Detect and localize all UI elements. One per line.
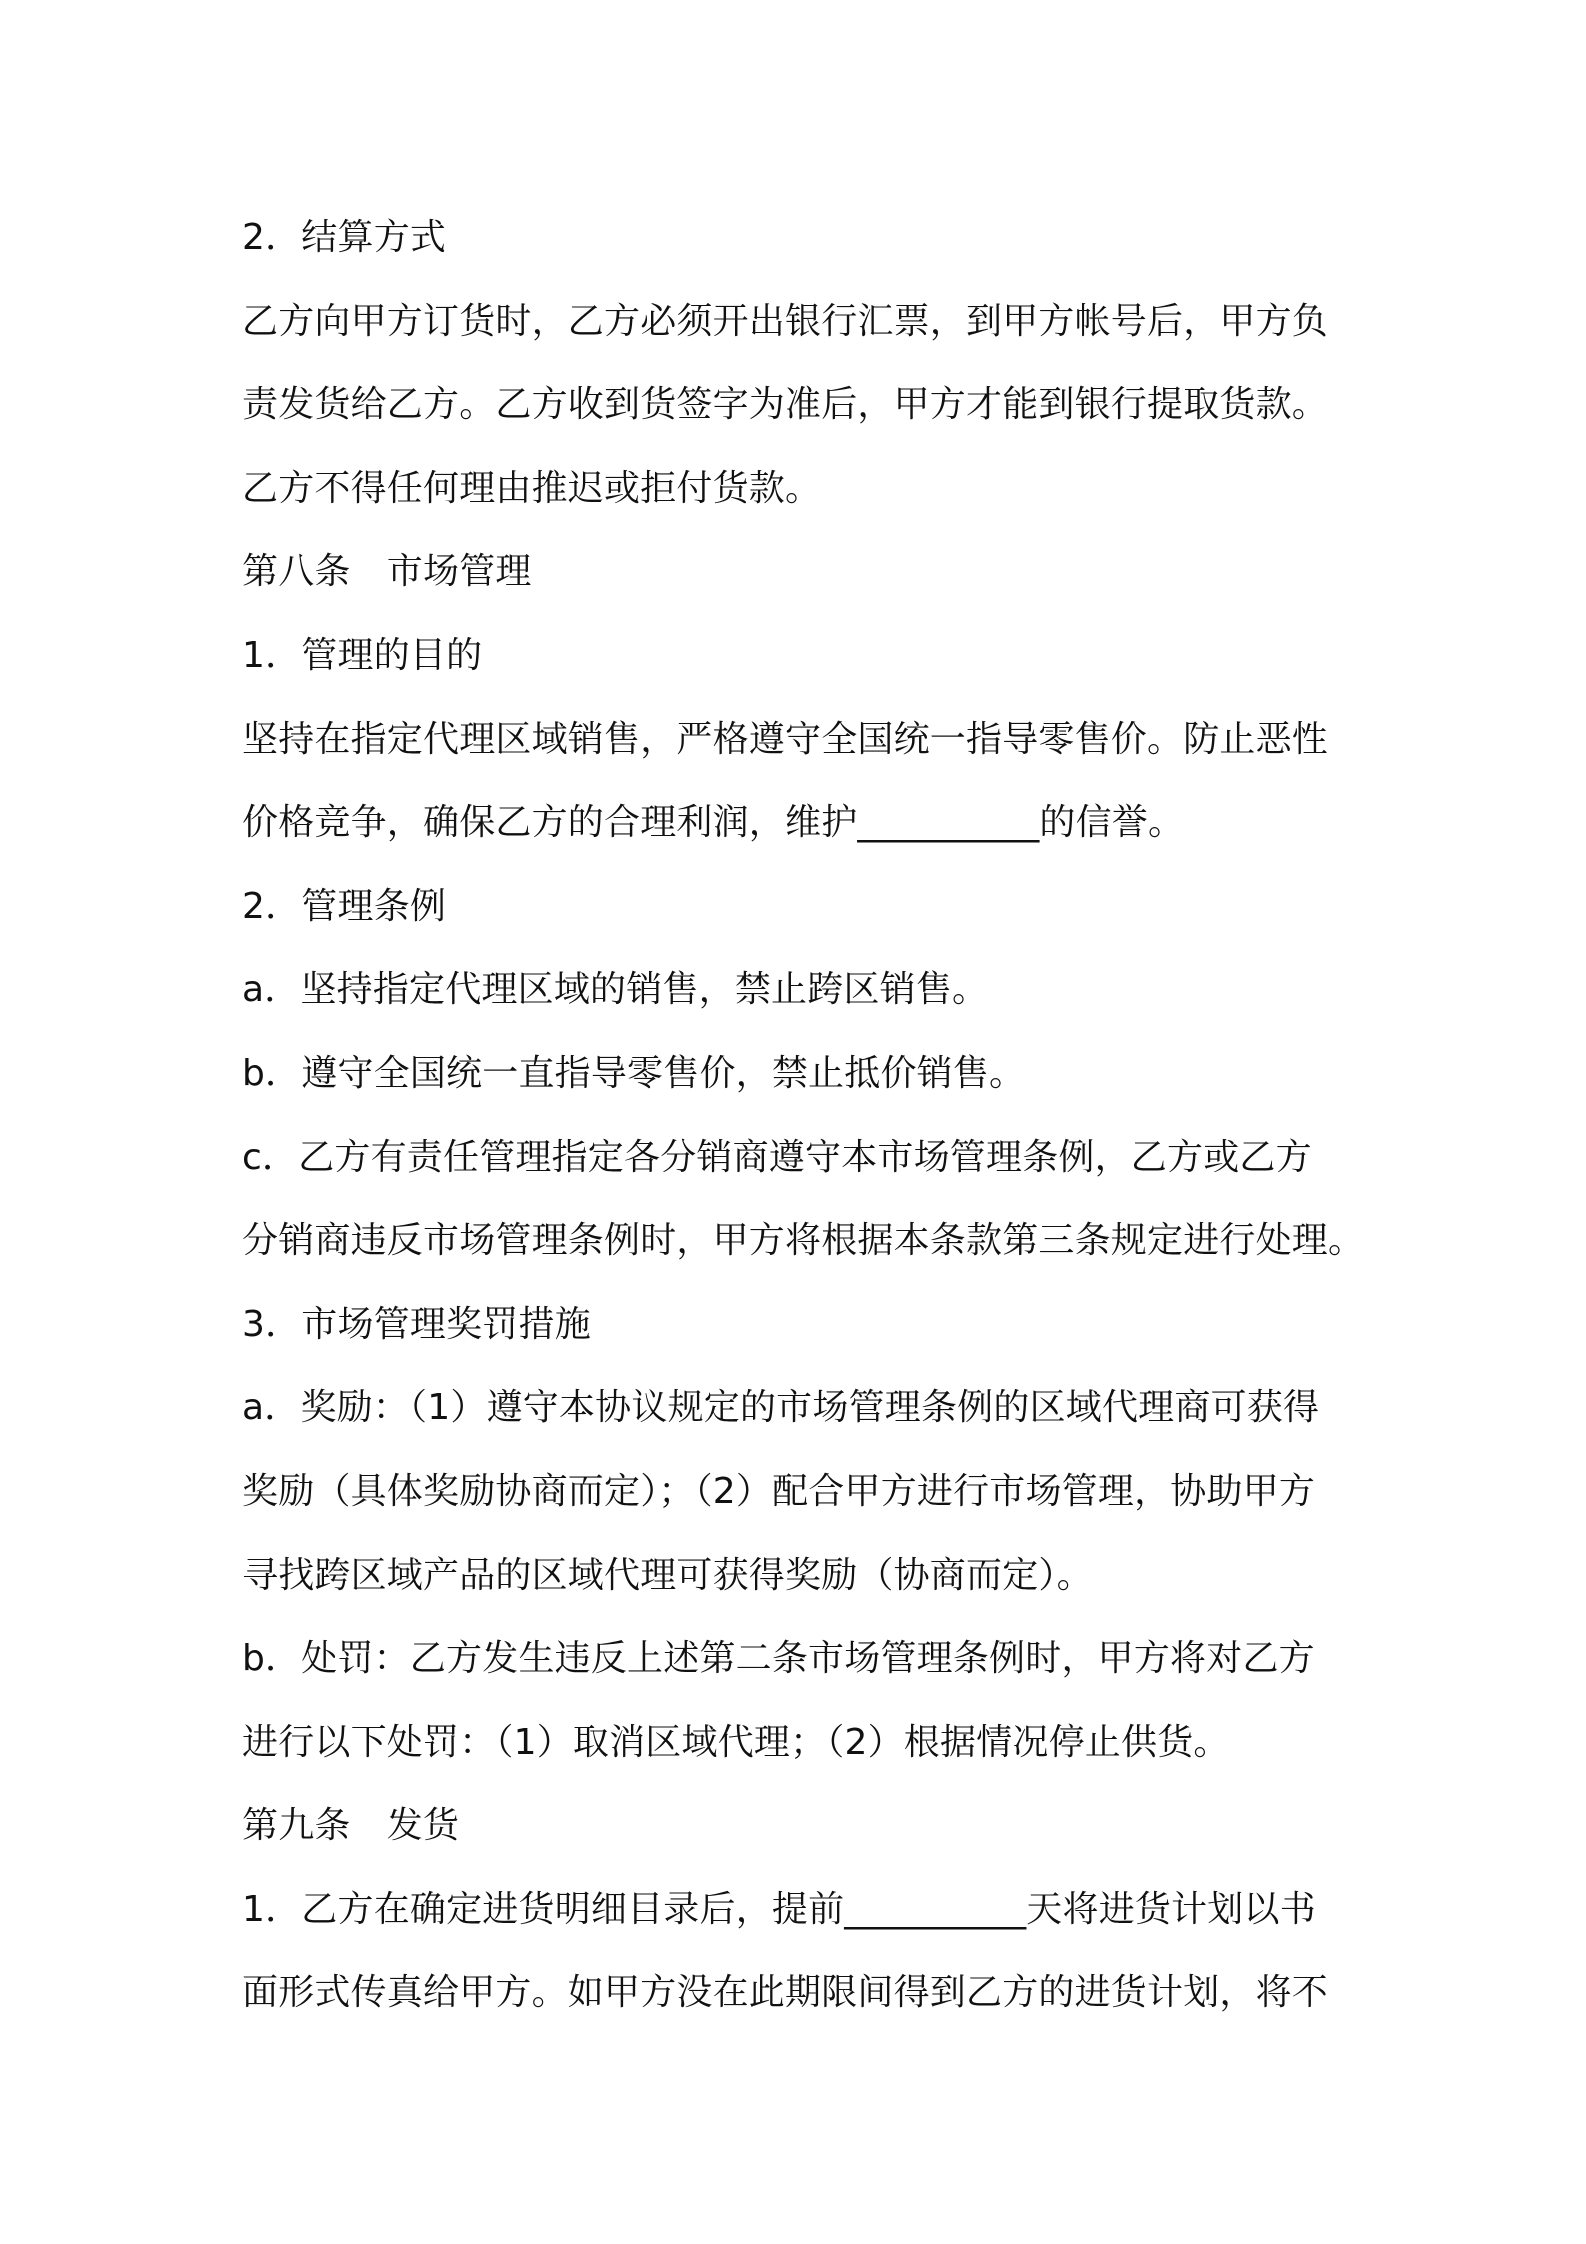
paragraph-line: 分销商违反市场管理条例时，甲方将根据本条款第三条规定进行处理。 <box>242 1220 1365 1262</box>
paragraph-line: 责发货给乙方。乙方收到货签字为准后，甲方才能到银行提取货款。 <box>242 384 1329 426</box>
paragraph-line: 价格竞争，确保乙方的合理利润，维护__________的信誉。 <box>242 802 1185 844</box>
list-item: c．乙方有责任管理指定各分销商遵守本市场管理条例，乙方或乙方 <box>242 1136 1312 1178</box>
paragraph-line: 奖励（具体奖励协商而定）；（2）配合甲方进行市场管理，协助甲方 <box>242 1470 1316 1512</box>
list-item: b．遵守全国统一直指导零售价，禁止抵价销售。 <box>242 1052 1026 1094</box>
section-heading-rewards-penalties: 3．市场管理奖罚措施 <box>242 1303 591 1345</box>
paragraph-line: 面形式传真给甲方。如甲方没在此期限间得到乙方的进货计划，将不 <box>242 1972 1329 2014</box>
article-heading-market-management: 第八条 市场管理 <box>242 551 532 593</box>
section-heading-management-purpose: 1．管理的目的 <box>242 634 483 676</box>
paragraph-line: 乙方不得任何理由推迟或拒付货款。 <box>242 467 822 509</box>
paragraph-line: 乙方向甲方订货时，乙方必须开出银行汇票，到甲方帐号后，甲方负 <box>242 300 1329 342</box>
article-heading-delivery: 第九条 发货 <box>242 1805 460 1847</box>
list-item: 1．乙方在确定进货明细目录后，提前__________天将进货计划以书 <box>242 1888 1316 1930</box>
list-item: a．奖励：（1）遵守本协议规定的市场管理条例的区域代理商可获得 <box>242 1387 1320 1429</box>
list-item: a．坚持指定代理区域的销售，禁止跨区销售。 <box>242 969 989 1011</box>
section-heading-management-rules: 2．管理条例 <box>242 885 447 927</box>
list-item: b．处罚：乙方发生违反上述第二条市场管理条例时，甲方将对乙方 <box>242 1638 1315 1680</box>
paragraph-line: 寻找跨区域产品的区域代理可获得奖励（协商而定）。 <box>242 1554 1093 1596</box>
section-heading-settlement: 2．结算方式 <box>242 217 447 258</box>
paragraph-line: 坚持在指定代理区域销售，严格遵守全国统一指导零售价。防止恶性 <box>242 718 1329 760</box>
paragraph-line: 进行以下处罚：（1）取消区域代理；（2）根据情况停止供货。 <box>242 1721 1230 1763</box>
document-body <box>242 196 1382 2035</box>
